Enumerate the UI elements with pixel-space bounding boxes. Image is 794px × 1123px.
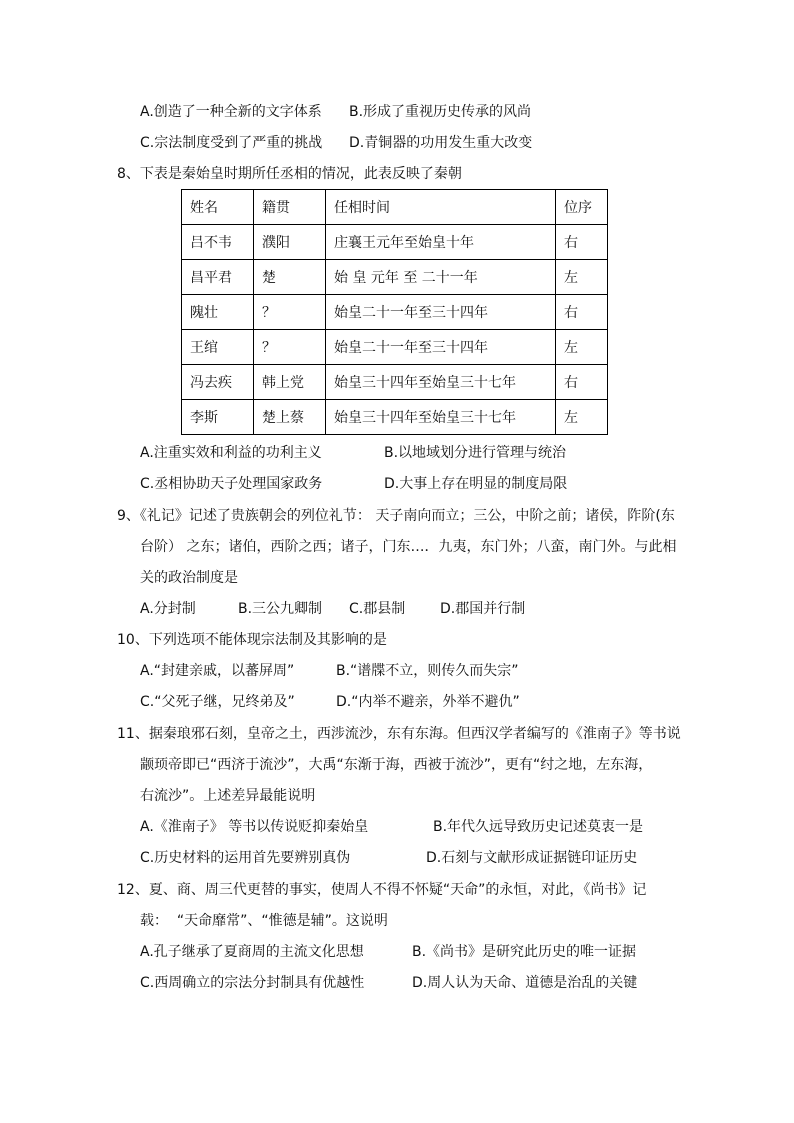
q12-option-d: D.周人认为天命、道德是治乱的关键 bbox=[412, 975, 638, 991]
q11-stem-line-2: 颛顼帝即已“西济于流沙”，大禹“东渐于海，西被于流沙”，更有“纣之地，左东海， bbox=[140, 757, 653, 773]
q8-option-a: A.注重实效和利益的功利主义 bbox=[140, 445, 322, 461]
table-header-row bbox=[182, 190, 608, 225]
table-header-cell: 籍贯 bbox=[254, 190, 326, 225]
table-cell: 隗壮 bbox=[182, 295, 254, 330]
table-cell: 始皇二十一年至三十四年 bbox=[326, 330, 556, 365]
q9-option-c: C.郡县制 bbox=[349, 601, 406, 617]
q9-option-b: B.三公九卿制 bbox=[238, 601, 323, 617]
table-row bbox=[182, 295, 608, 330]
table-header-cell: 任相时间 bbox=[326, 190, 556, 225]
table-cell: ？ bbox=[254, 295, 326, 330]
q7-option-b: B.形成了重视历史传承的风尚 bbox=[349, 104, 532, 120]
q12-stem-line-1: 12、夏、商、周三代更替的事实，使周人不得不怀疑“天命”的永恒，对此，《尚书》记 bbox=[117, 882, 647, 898]
table-cell: 冯去疾 bbox=[182, 365, 254, 400]
q10-option-d: D.“内举不避亲，外举不避仇” bbox=[336, 694, 520, 710]
table-cell: 濮阳 bbox=[254, 225, 326, 260]
table-cell: 右 bbox=[556, 225, 608, 260]
table-header-cell: 位序 bbox=[556, 190, 608, 225]
q9-option-a: A.分封制 bbox=[140, 601, 196, 617]
q8-option-c: C.丞相协助天子处理国家政务 bbox=[140, 476, 323, 492]
q12-stem-line-2: 载： “天命靡常”、“惟德是辅”。这说明 bbox=[140, 913, 388, 929]
table-header-cell: 姓名 bbox=[182, 190, 254, 225]
q11-option-b: B.年代久远导致历史记述莫衷一是 bbox=[433, 819, 644, 835]
table-cell: 王绾 bbox=[182, 330, 254, 365]
q7-option-d: D.青铜器的功用发生重大改变 bbox=[349, 135, 533, 151]
q7-option-a: A.创造了一种全新的文字体系 bbox=[140, 104, 322, 120]
table-cell: 始皇三十四年至始皇三十七年 bbox=[326, 400, 556, 435]
table-cell: 庄襄王元年至始皇十年 bbox=[326, 225, 556, 260]
table-row bbox=[182, 365, 608, 400]
table-cell: 左 bbox=[556, 330, 608, 365]
table-row bbox=[182, 260, 608, 295]
table-cell: 楚上蔡 bbox=[254, 400, 326, 435]
q7-option-c: C.宗法制度受到了严重的挑战 bbox=[140, 135, 323, 151]
table-cell: 吕不韦 bbox=[182, 225, 254, 260]
q12-option-b: B.《尚书》是研究此历史的唯一证据 bbox=[412, 944, 637, 960]
table-cell: 楚 bbox=[254, 260, 326, 295]
q10-option-c: C.“父死子继，兄终弟及” bbox=[140, 694, 295, 710]
q12-option-a: A.孔子继承了夏商周的主流文化思想 bbox=[140, 944, 364, 960]
q9-option-d: D.郡国并行制 bbox=[440, 601, 526, 617]
table-cell: 左 bbox=[556, 260, 608, 295]
q8-option-d: D.大事上存在明显的制度局限 bbox=[384, 476, 568, 492]
q9-stem-line-1: 9、《礼记》记述了贵族朝会的列位礼节： 天子南向而立；三公，中阶之前；诸侯，阼阶(东 bbox=[117, 508, 675, 524]
q9-stem-line-3: 关的政治制度是 bbox=[140, 570, 238, 586]
table-cell: 右 bbox=[556, 365, 608, 400]
table-row bbox=[182, 330, 608, 365]
q12-option-c: C.西周确立的宗法分封制具有优越性 bbox=[140, 975, 365, 991]
table-cell: 左 bbox=[556, 400, 608, 435]
q11-stem-line-3: 右流沙”。上述差异最能说明 bbox=[140, 788, 316, 804]
chancellor-table bbox=[181, 189, 608, 435]
table-row bbox=[182, 225, 608, 260]
q9-stem-line-2: 台阶） 之东；诸伯，西阶之西；诸子，门东…．九夷，东门外；八蛮，南门外。与此相 bbox=[140, 539, 677, 555]
table-cell: 昌平君 bbox=[182, 260, 254, 295]
table-cell: 始 皇 元年 至 二十一年 bbox=[326, 260, 556, 295]
q8-stem: 8、下表是秦始皇时期所任丞相的情况，此表反映了秦朝 bbox=[117, 166, 462, 182]
table-cell: ？ bbox=[254, 330, 326, 365]
q11-option-c: C.历史材料的运用首先要辨别真伪 bbox=[140, 850, 351, 866]
q10-stem: 10、下列选项不能体现宗法制及其影响的是 bbox=[117, 632, 387, 648]
q11-option-d: D.石刻与文献形成证据链印证历史 bbox=[426, 850, 638, 866]
table-cell: 始皇二十一年至三十四年 bbox=[326, 295, 556, 330]
table-cell: 韩上党 bbox=[254, 365, 326, 400]
q10-option-b: B.“谱牒不立，则传久而失宗” bbox=[336, 663, 519, 679]
q8-option-b: B.以地域划分进行管理与统治 bbox=[384, 445, 567, 461]
table-cell: 右 bbox=[556, 295, 608, 330]
q11-option-a: A.《淮南子》 等书以传说贬抑秦始皇 bbox=[140, 819, 369, 835]
table-cell: 始皇三十四年至始皇三十七年 bbox=[326, 365, 556, 400]
q10-option-a: A.“封建亲戚，以蕃屏周” bbox=[140, 663, 295, 679]
q11-stem-line-1: 11、据秦琅邪石刻，皇帝之土，西涉流沙，东有东海。但西汉学者编写的《淮南子》等书说 bbox=[117, 726, 681, 742]
table-cell: 李斯 bbox=[182, 400, 254, 435]
table-row bbox=[182, 400, 608, 435]
